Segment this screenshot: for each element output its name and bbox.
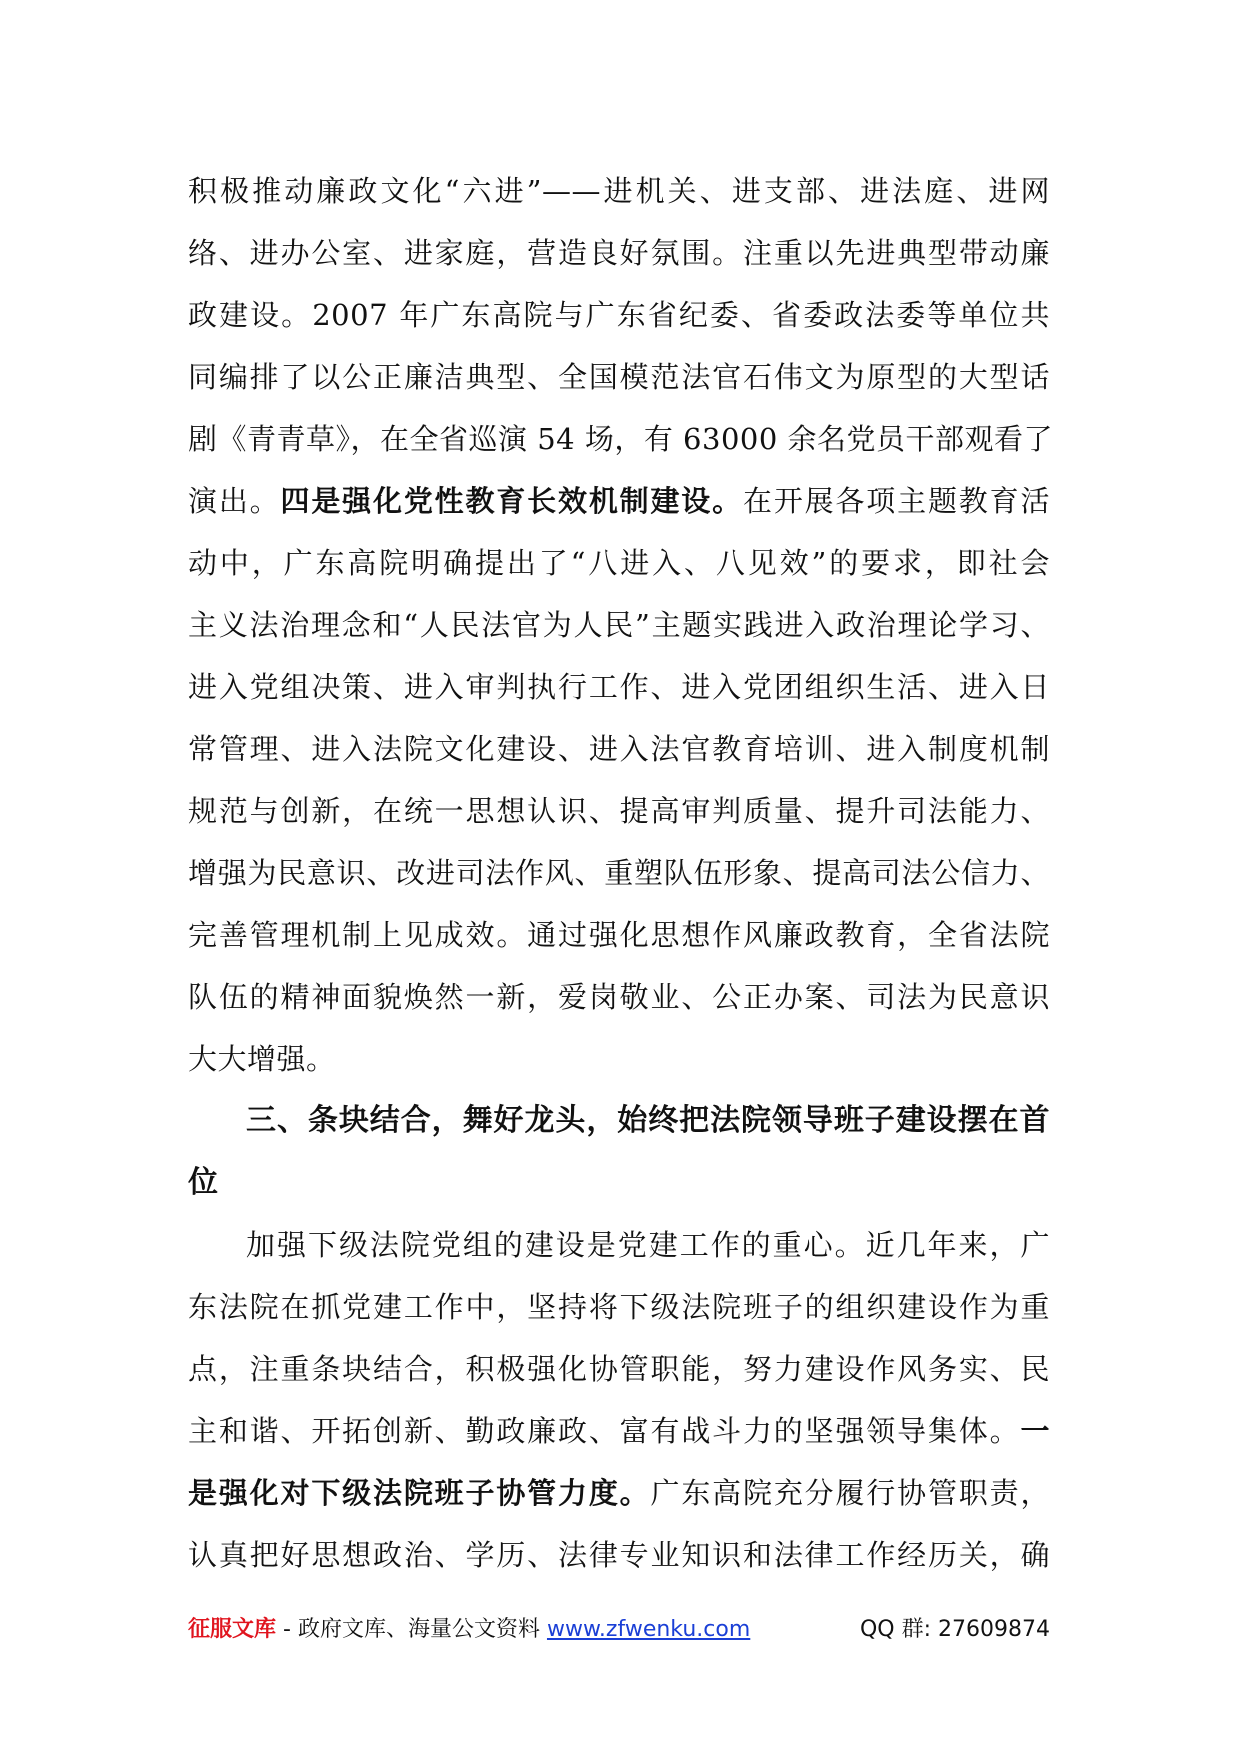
bold-point-heading: 四是强化党性教育长效机制建设。 (280, 484, 743, 518)
text-line: 点，注重条块结合，积极强化协管职能，努力建设作风务实、民 (188, 1352, 1050, 1386)
text-line: 大大增强。 (188, 1042, 336, 1076)
text-line: 常管理、进入法院文化建设、进入法官教育培训、进入制度机制 (188, 732, 1050, 766)
text-line: 动中，广东高院明确提出了“八进入、八见效”的要求，即社会 (188, 546, 1050, 580)
text-line: 东法院在抓党建工作中，坚持将下级法院班子的组织建设作为重 (188, 1290, 1050, 1324)
footer-brand: 征服文库 (188, 1617, 277, 1642)
text-line: 加强下级法院党组的建设是党建工作的重心。近几年来，广 (246, 1228, 1050, 1262)
document-body (188, 160, 1054, 1586)
footer-separator: - (276, 1617, 298, 1642)
text-line: 队伍的精神面貌焕然一新，爱岗敬业、公正办案、司法为民意识 (188, 980, 1050, 1014)
text-line: 积极推动廉政文化“六进”——进机关、进支部、进法庭、进网 (188, 174, 1050, 208)
text-line: 政建设。2007 年广东高院与广东省纪委、省委政法委等单位共 (188, 298, 1050, 332)
text-line-with-bold (188, 1462, 1050, 1524)
text-line: 增强为民意识、改进司法作风、重塑队伍形象、提高司法公信力、 (188, 856, 1050, 890)
section-heading-continued: 位 (188, 1165, 219, 1200)
text-segment: 主和谐、开拓创新、勤政廉政、富有战斗力的坚强领导集体。 (188, 1414, 1021, 1448)
text-line: 进入党组决策、进入审判执行工作、进入党团组织生活、进入日 (188, 670, 1050, 704)
text-segment: 广东高院充分履行协管职责， (650, 1476, 1050, 1510)
text-line: 主义法治理念和“人民法官为人民”主题实践进入政治理论学习、 (188, 608, 1050, 642)
text-line: 完善管理机制上见成效。通过强化思想作风廉政教育，全省法院 (188, 918, 1050, 952)
footer-qq-group: QQ 群: 27609874 (859, 1617, 1050, 1642)
text-segment: 演出。 (188, 484, 281, 518)
footer-website-link[interactable]: www.zfwenku.com (546, 1617, 751, 1642)
text-line: 规范与创新，在统一思想认识、提高审判质量、提升司法能力、 (188, 794, 1050, 828)
text-line: 剧《青青草》，在全省巡演 54 场，有 63000 余名党员干部观看了 (188, 422, 1054, 456)
text-line: 认真把好思想政治、学历、法律专业知识和法律工作经历关，确 (188, 1538, 1050, 1572)
footer-description: 政府文库、海量公文资料 (297, 1617, 540, 1642)
text-line-with-bold (188, 1400, 1050, 1462)
text-line: 同编排了以公正廉洁典型、全国模范法官石伟文为原型的大型话 (188, 360, 1050, 394)
text-segment: 在开展各项主题教育活 (742, 484, 1050, 518)
section-heading: 三、条块结合，舞好龙头，始终把法院领导班子建设摆在首 (246, 1103, 1050, 1138)
footer-left (188, 1610, 750, 1650)
text-line: 络、进办公室、进家庭，营造良好氛围。注重以先进典型带动廉 (188, 236, 1050, 270)
text-line-with-bold (188, 470, 1050, 532)
bold-point-heading: 是强化对下级法院班子协管力度。 (188, 1476, 651, 1510)
page-footer (188, 1610, 1050, 1650)
bold-point-heading: 一 (1020, 1414, 1050, 1448)
